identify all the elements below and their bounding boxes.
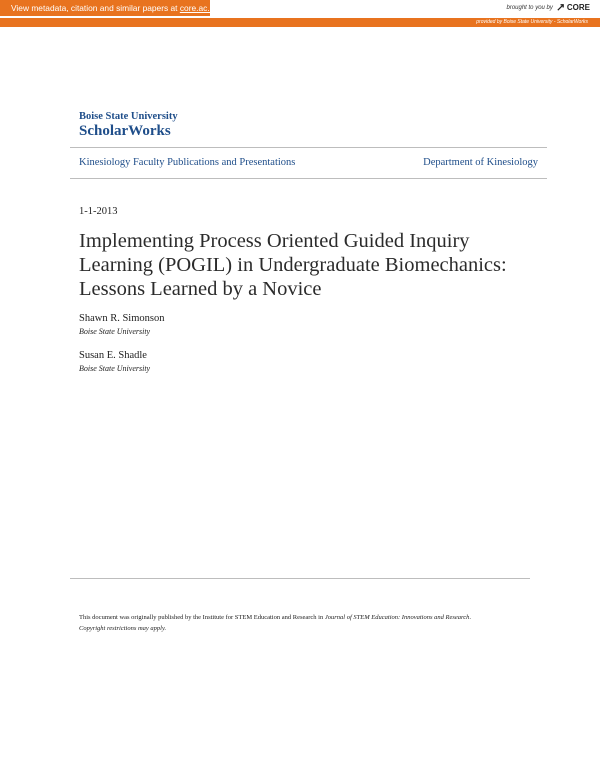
publication-date: 1-1-2013 (79, 206, 118, 217)
note-prefix: This document was originally published by the Institute for STEM Education and Research in (79, 614, 325, 621)
author-affiliation: Boise State University (79, 327, 151, 336)
author-name: Susan E. Shadle (79, 350, 147, 361)
author-affiliation: Boise State University (79, 364, 151, 373)
provided-by-text: provided by Boise State University - ScholarWorks (476, 19, 588, 25)
institution-header[interactable] (79, 111, 178, 140)
core-logo-text: CORE (566, 3, 590, 12)
university-name: Boise State University (79, 111, 178, 122)
divider-bottom (70, 578, 530, 579)
publication-note-line (79, 612, 529, 623)
publication-note (79, 612, 529, 634)
core-metadata-link[interactable] (0, 0, 219, 16)
note-suffix: . (469, 614, 472, 621)
core-link[interactable]: core.ac.uk (179, 3, 219, 13)
author-name: Shawn R. Simonson (79, 313, 165, 324)
department-link[interactable]: Department of Kinesiology (423, 157, 538, 168)
provided-by-strip (0, 18, 600, 27)
core-logo-icon (556, 3, 565, 12)
core-brought-by[interactable] (507, 3, 591, 12)
divider-nav (70, 178, 547, 179)
core-link-prefix: View metadata, citation and similar papers at (11, 3, 180, 13)
paper-title: Implementing Process Oriented Guided Inquiry Learning (POGIL) in Undergraduate Biomechanics: Lessons Learned by a Novice (79, 230, 507, 300)
copyright-note: Copyright restrictions may apply. (79, 625, 167, 632)
repository-name: ScholarWorks (79, 123, 171, 139)
core-banner (0, 0, 600, 18)
journal-name: Journal of STEM Education: Innovations and Research (324, 614, 470, 621)
brought-by-text: brought to you by (506, 4, 553, 11)
divider-top (70, 147, 547, 148)
collection-link[interactable]: Kinesiology Faculty Publications and Presentations (79, 157, 296, 168)
core-logo (556, 3, 590, 12)
